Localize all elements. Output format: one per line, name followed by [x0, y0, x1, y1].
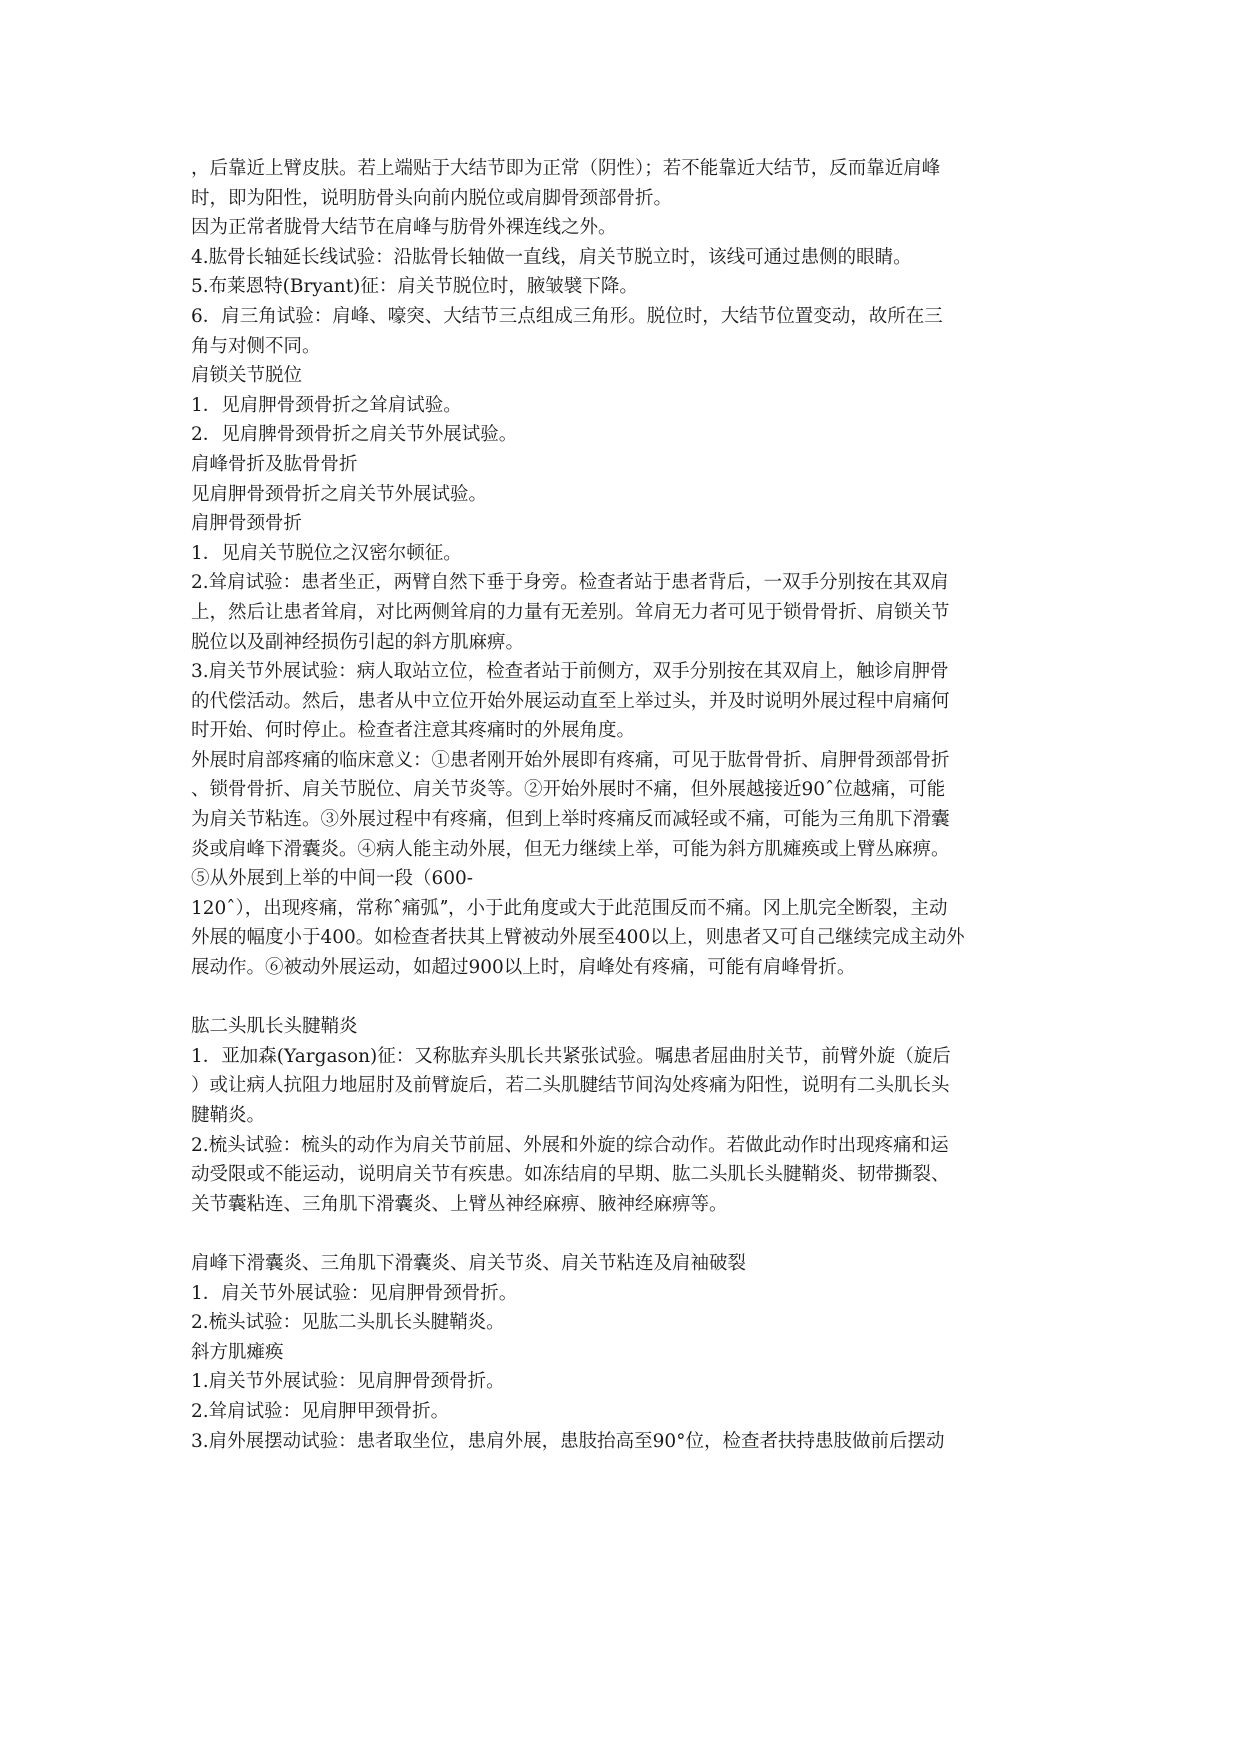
text-line-18: 3.肩关节外展试验：病人取站立位，检查者站于前侧方，双手分别按在其双肩上，触诊肩胛骨 — [191, 661, 949, 683]
text-line-6: 6．肩三角试验：肩峰、嚎突、大结节三点组成三角形。脱位时，大结节位置变动，故所在三 — [191, 305, 943, 327]
text-line-36: 关节囊粘连、三角肌下滑囊炎、上臂丛神经麻痹、腋神经麻痹等。 — [191, 1193, 728, 1215]
text-line-34: 2.梳头试验：梳头的动作为肩关节前屈、外展和外旋的综合动作。若做此动作时出现疼痛和运 — [191, 1134, 949, 1156]
text-line-10: 2．见肩脾骨颈骨折之肩关节外展试验。 — [191, 424, 518, 446]
text-line-25: ⑤从外展到上举的中间一段（600- — [191, 868, 474, 890]
text-line-44: 3.肩外展摆动试验：患者取坐位，患肩外展，患肢抬高至90°位，检查者扶持患肢做前后摆动 — [191, 1430, 945, 1452]
text-line-19: 的代偿活动。然后，患者从中立位开始外展运动直至上举过头，并及时说明外展过程中肩痛何 — [191, 690, 950, 712]
text-line-12: 见肩胛骨颈骨折之肩关节外展试验。 — [191, 483, 488, 505]
text-line-27: 外展的幅度小于400。如检查者扶其上臂被动外展至400以上，则患者又可自己继续完成主动外 — [191, 927, 965, 949]
text-line-22: 、锁骨骨折、肩关节脱位、肩关节炎等。②开始外展时不痛，但外展越接近90ˆ位越痛，可能 — [191, 779, 946, 801]
text-line-43: 2.耸肩试验：见肩胛甲颈骨折。 — [191, 1400, 450, 1422]
text-line-14: 1．见肩关节脱位之汉密尔顿征。 — [191, 542, 462, 564]
section-heading-scapular-neck-fracture: 肩胛骨颈骨折 — [191, 513, 303, 535]
text-line-20: 时开始、何时停止。检查者注意其疼痛时的外展角度。 — [191, 720, 636, 742]
text-line-24: 炎或肩峰下滑囊炎。④病人能主动外展，但无力继续上举，可能为斜方肌瘫痪或上臂丛麻痹。 — [191, 838, 950, 860]
text-line-3: 因为正常者胧骨大结节在肩峰与肪骨外裸连线之外。 — [191, 217, 617, 239]
document-body — [191, 154, 1061, 1456]
text-line-26: 120ˆ），出现疼痛，常称ˆ痛弧ˮ，小于此角度或大于此范围反而不痛。冈上肌完全断裂，主动 — [191, 897, 948, 919]
text-line-9: 1．见肩胛骨颈骨折之耸肩试验。 — [191, 394, 462, 416]
text-line-7: 角与对侧不同。 — [191, 335, 321, 357]
text-line-2: 时，即为阳性，说明肪骨头向前内脱位或肩脚骨颈部骨折。 — [191, 187, 673, 209]
section-heading-trapezius-paralysis: 斜方肌瘫痪 — [191, 1341, 284, 1363]
text-line-21: 外展时肩部疼痛的临床意义：①患者刚开始外展即有疼痛，可见于肱骨骨折、肩胛骨颈部骨折 — [191, 749, 950, 771]
text-line-32: ）或让病人抗阻力地屈肘及前臂旋后，若二头肌腱结节间沟处疼痛为阳性，说明有二头肌长头 — [191, 1075, 950, 1097]
text-line-5: 5.布莱恩特(Bryant)征：肩关节脱位时，腋皱襞下降。 — [191, 276, 638, 298]
section-heading-biceps-tenosynovitis: 肱二头肌长头腱鞘炎 — [191, 1016, 358, 1038]
text-line-33: 腱鞘炎。 — [191, 1105, 266, 1126]
text-line-16: 上，然后让患者耸肩，对比两侧耸肩的力量有无差别。耸肩无力者可见于锁骨骨折、肩锁关节 — [191, 601, 950, 623]
section-heading-bursitis: 肩峰下滑囊炎、三角肌下滑囊炎、肩关节炎、肩关节粘连及肩袖破裂 — [191, 1252, 747, 1274]
section-heading-ac-dislocation: 肩锁关节脱位 — [191, 365, 303, 387]
text-line-31: 1．亚加森(Yargason)征：又称肱弃头肌长共紧张试验。嘱患者屈曲肘关节，前臂外旋（旋后 — [191, 1045, 951, 1067]
text-line-4: 4.肱骨长轴延长线试验：沿肱骨长轴做一直线，肩关节脱立时，该线可通过患侧的眼睛。 — [191, 246, 912, 268]
text-line-42: 1.肩关节外展试验：见肩胛骨颈骨折。 — [191, 1371, 505, 1393]
text-line-40: 2.梳头试验：见肱二头肌长头腱鞘炎。 — [191, 1312, 505, 1334]
text-line-1: ，后靠近上臂皮肤。若上端贴于大结节即为正常（阴性）；若不能靠近大结节，反而靠近肩峰 — [191, 158, 941, 179]
text-line-39: 1．肩关节外展试验：见肩胛骨颈骨折。 — [191, 1282, 518, 1304]
section-heading-acromion-fracture: 肩峰骨折及肱骨骨折 — [191, 453, 358, 475]
text-line-15: 2.耸肩试验：患者坐正，两臂自然下垂于身旁。检查者站于患者背后，一双手分别按在其双肩 — [191, 572, 949, 594]
text-line-28: 展动作。⑥被动外展运动，如超过900以上时，肩峰处有疼痛，可能有肩峰骨折。 — [191, 957, 856, 979]
text-line-35: 动受限或不能运动，说明肩关节有疾患。如冻结肩的早期、肱二头肌长头腱鞘炎、韧带撕裂、 — [191, 1164, 950, 1186]
paragraph-gap — [191, 1219, 1061, 1249]
text-line-17: 脱位以及副神经损伤引起的斜方肌麻痹。 — [191, 631, 525, 653]
paragraph-gap — [191, 983, 1061, 1013]
text-line-23: 为肩关节粘连。③外展过程中有疼痛，但到上举时疼痛反而减轻或不痛，可能为三角肌下滑囊 — [191, 809, 950, 831]
